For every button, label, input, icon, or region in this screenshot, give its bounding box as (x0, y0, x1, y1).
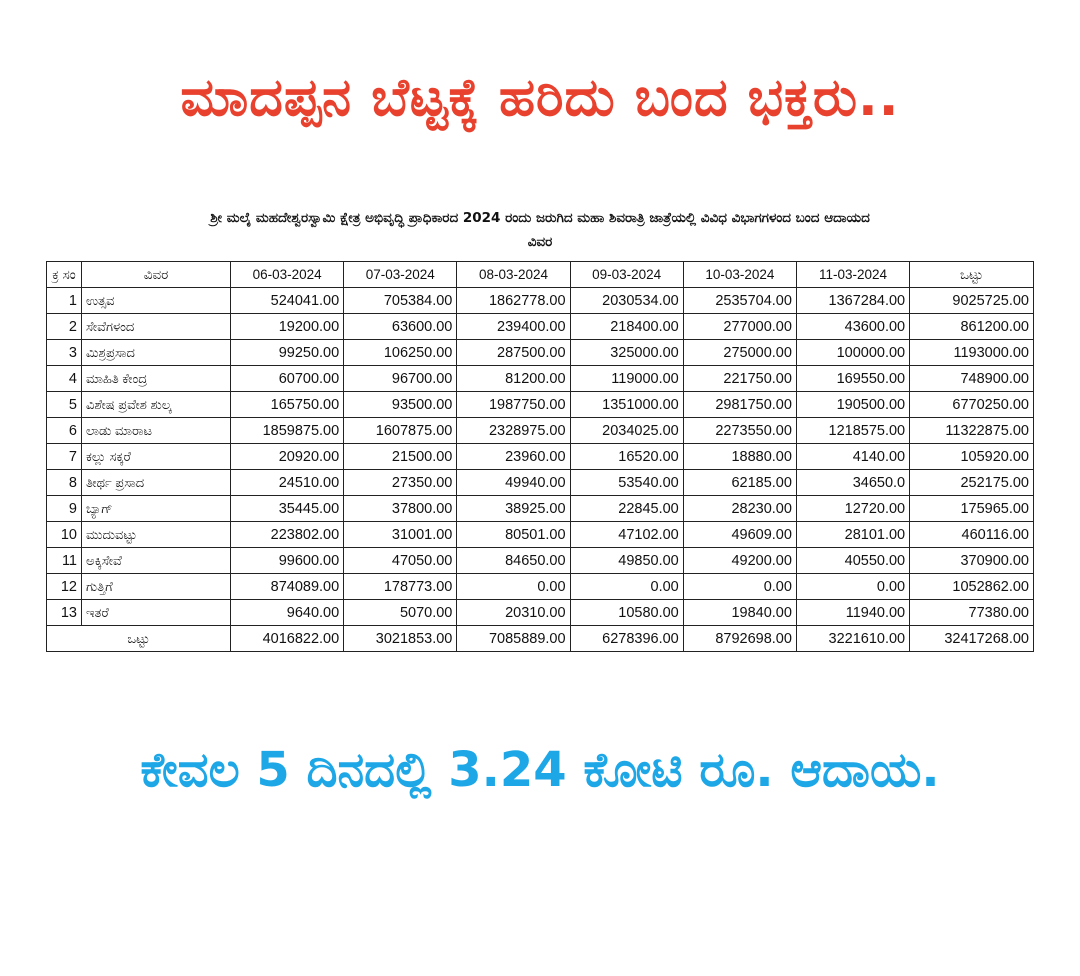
total-label: ಒಟ್ಟು (47, 626, 231, 652)
grand-total-cell: 32417268.00 (910, 626, 1034, 652)
value-cell: 1987750.00 (457, 392, 570, 418)
row-total-cell: 77380.00 (910, 600, 1034, 626)
value-cell: 43600.00 (796, 314, 909, 340)
value-cell: 1607875.00 (344, 418, 457, 444)
serial-number-cell: 10 (47, 522, 82, 548)
value-cell: 28230.00 (683, 496, 796, 522)
item-name-cell: ಕಲ್ಲು ಸಕ್ಕರೆ (82, 444, 231, 470)
total-cell: 6278396.00 (570, 626, 683, 652)
revenue-table (46, 261, 1034, 652)
row-total-cell: 1052862.00 (910, 574, 1034, 600)
value-cell: 21500.00 (344, 444, 457, 470)
row-total-cell: 748900.00 (910, 366, 1034, 392)
table-total-row (47, 626, 1034, 652)
serial-number-cell: 4 (47, 366, 82, 392)
total-cell: 3221610.00 (796, 626, 909, 652)
header-date-08-03: 08-03-2024 (457, 262, 570, 288)
value-cell: 18880.00 (683, 444, 796, 470)
value-cell: 705384.00 (344, 288, 457, 314)
value-cell: 11940.00 (796, 600, 909, 626)
value-cell: 99250.00 (231, 340, 344, 366)
table-row (47, 444, 1034, 470)
item-name-cell: ಲಾಡು ಮಾರಾಟ (82, 418, 231, 444)
row-total-cell: 6770250.00 (910, 392, 1034, 418)
item-name-cell: ಮಾಹಿತಿ ಕೇಂದ್ರ (82, 366, 231, 392)
serial-number-cell: 1 (47, 288, 82, 314)
serial-number-cell: 9 (47, 496, 82, 522)
table-row (47, 340, 1034, 366)
value-cell: 23960.00 (457, 444, 570, 470)
document-title-line-2: ವಿವರ (527, 234, 553, 250)
value-cell: 178773.00 (344, 574, 457, 600)
item-name-cell: ತೀರ್ಥ ಪ್ರಸಾದ (82, 470, 231, 496)
item-name-cell: ಇತರೆ (82, 600, 231, 626)
row-total-cell: 11322875.00 (910, 418, 1034, 444)
value-cell: 49609.00 (683, 522, 796, 548)
document-title (40, 206, 1040, 254)
header-date-09-03: 09-03-2024 (570, 262, 683, 288)
value-cell: 37800.00 (344, 496, 457, 522)
value-cell: 0.00 (796, 574, 909, 600)
value-cell: 325000.00 (570, 340, 683, 366)
headline: ಮಾದಪ್ಪನ ಬೆಟ್ಟಕ್ಕೆ ಹರಿದು ಬಂದ ಭಕ್ತರು.. (180, 68, 900, 128)
value-cell: 1862778.00 (457, 288, 570, 314)
total-cell: 7085889.00 (457, 626, 570, 652)
value-cell: 47102.00 (570, 522, 683, 548)
item-name-cell: ಉತ್ಸವ (82, 288, 231, 314)
value-cell: 81200.00 (457, 366, 570, 392)
value-cell: 49850.00 (570, 548, 683, 574)
table-row (47, 548, 1034, 574)
value-cell: 22845.00 (570, 496, 683, 522)
item-name-cell: ಅಕ್ಕಿಸೇವೆ (82, 548, 231, 574)
value-cell: 28101.00 (796, 522, 909, 548)
row-total-cell: 175965.00 (910, 496, 1034, 522)
table-row (47, 392, 1034, 418)
value-cell: 40550.00 (796, 548, 909, 574)
table-row (47, 288, 1034, 314)
row-total-cell: 252175.00 (910, 470, 1034, 496)
value-cell: 24510.00 (231, 470, 344, 496)
value-cell: 2273550.00 (683, 418, 796, 444)
value-cell: 239400.00 (457, 314, 570, 340)
header-date-10-03: 10-03-2024 (683, 262, 796, 288)
serial-number-cell: 7 (47, 444, 82, 470)
value-cell: 19840.00 (683, 600, 796, 626)
item-name-cell: ವಿಶೇಷ ಪ್ರವೇಶ ಶುಲ್ಕ (82, 392, 231, 418)
value-cell: 38925.00 (457, 496, 570, 522)
value-cell: 100000.00 (796, 340, 909, 366)
item-name-cell: ಮುದುವಟ್ಟು (82, 522, 231, 548)
serial-number-cell: 13 (47, 600, 82, 626)
header-date-07-03: 07-03-2024 (344, 262, 457, 288)
value-cell: 5070.00 (344, 600, 457, 626)
value-cell: 35445.00 (231, 496, 344, 522)
value-cell: 47050.00 (344, 548, 457, 574)
value-cell: 0.00 (683, 574, 796, 600)
serial-number-cell: 11 (47, 548, 82, 574)
value-cell: 2328975.00 (457, 418, 570, 444)
value-cell: 63600.00 (344, 314, 457, 340)
value-cell: 12720.00 (796, 496, 909, 522)
value-cell: 287500.00 (457, 340, 570, 366)
row-total-cell: 861200.00 (910, 314, 1034, 340)
table-row (47, 600, 1034, 626)
value-cell: 2030534.00 (570, 288, 683, 314)
row-total-cell: 460116.00 (910, 522, 1034, 548)
value-cell: 2034025.00 (570, 418, 683, 444)
header-details: ವಿವರ (82, 262, 231, 288)
value-cell: 0.00 (570, 574, 683, 600)
row-total-cell: 9025725.00 (910, 288, 1034, 314)
value-cell: 524041.00 (231, 288, 344, 314)
value-cell: 93500.00 (344, 392, 457, 418)
value-cell: 19200.00 (231, 314, 344, 340)
table-row (47, 522, 1034, 548)
header-date-06-03: 06-03-2024 (231, 262, 344, 288)
value-cell: 221750.00 (683, 366, 796, 392)
value-cell: 9640.00 (231, 600, 344, 626)
total-cell: 3021853.00 (344, 626, 457, 652)
item-name-cell: ಮಿಶ್ರಪ್ರಸಾದ (82, 340, 231, 366)
value-cell: 0.00 (457, 574, 570, 600)
serial-number-cell: 8 (47, 470, 82, 496)
serial-number-cell: 6 (47, 418, 82, 444)
value-cell: 99600.00 (231, 548, 344, 574)
total-cell: 4016822.00 (231, 626, 344, 652)
table-row (47, 418, 1034, 444)
header-serial-number: ಕ್ರ ಸಂ (47, 262, 82, 288)
table-row (47, 470, 1034, 496)
value-cell: 1218575.00 (796, 418, 909, 444)
document-title-line-1: ಶ್ರೀ ಮಲೈ ಮಹದೇಶ್ವರಸ್ವಾಮಿ ಕ್ಷೇತ್ರ ಅಭಿವೃದ್ಧಿ ಪ್ರಾಧಿಕಾರದ 2024 ರಂದು ಜರುಗಿದ ಮಹಾ ಶಿವರಾತ್ರಿ ಜಾತ್ರೆಯಲ್ಲಿ ವಿವಿಧ ವಿಭಾಗಗಳಂದ ಬಂದ ಆದಾಯದ (210, 210, 870, 226)
serial-number-cell: 12 (47, 574, 82, 600)
row-total-cell: 1193000.00 (910, 340, 1034, 366)
value-cell: 275000.00 (683, 340, 796, 366)
value-cell: 4140.00 (796, 444, 909, 470)
value-cell: 10580.00 (570, 600, 683, 626)
value-cell: 60700.00 (231, 366, 344, 392)
value-cell: 31001.00 (344, 522, 457, 548)
value-cell: 1367284.00 (796, 288, 909, 314)
value-cell: 2981750.00 (683, 392, 796, 418)
footer-banner: ಕೇವಲ 5 ದಿನದಲ್ಲಿ 3.24 ಕೋಟಿ ರೂ. ಆದಾಯ. (140, 742, 940, 798)
value-cell: 169550.00 (796, 366, 909, 392)
table-row (47, 496, 1034, 522)
value-cell: 84650.00 (457, 548, 570, 574)
table-row (47, 366, 1034, 392)
header-total: ಒಟ್ಟು (910, 262, 1034, 288)
value-cell: 53540.00 (570, 470, 683, 496)
value-cell: 1351000.00 (570, 392, 683, 418)
total-cell: 8792698.00 (683, 626, 796, 652)
table-row (47, 314, 1034, 340)
table-row (47, 574, 1034, 600)
value-cell: 20920.00 (231, 444, 344, 470)
value-cell: 49940.00 (457, 470, 570, 496)
value-cell: 165750.00 (231, 392, 344, 418)
value-cell: 277000.00 (683, 314, 796, 340)
row-total-cell: 370900.00 (910, 548, 1034, 574)
value-cell: 119000.00 (570, 366, 683, 392)
row-total-cell: 105920.00 (910, 444, 1034, 470)
serial-number-cell: 5 (47, 392, 82, 418)
value-cell: 16520.00 (570, 444, 683, 470)
serial-number-cell: 3 (47, 340, 82, 366)
value-cell: 2535704.00 (683, 288, 796, 314)
header-date-11-03: 11-03-2024 (796, 262, 909, 288)
value-cell: 218400.00 (570, 314, 683, 340)
value-cell: 34650.0 (796, 470, 909, 496)
value-cell: 106250.00 (344, 340, 457, 366)
value-cell: 27350.00 (344, 470, 457, 496)
value-cell: 190500.00 (796, 392, 909, 418)
value-cell: 96700.00 (344, 366, 457, 392)
item-name-cell: ಬ್ಯಾಗ್ (82, 496, 231, 522)
value-cell: 223802.00 (231, 522, 344, 548)
serial-number-cell: 2 (47, 314, 82, 340)
table-body (47, 288, 1034, 626)
value-cell: 874089.00 (231, 574, 344, 600)
value-cell: 1859875.00 (231, 418, 344, 444)
item-name-cell: ಗುತ್ತಿಗೆ (82, 574, 231, 600)
value-cell: 80501.00 (457, 522, 570, 548)
value-cell: 62185.00 (683, 470, 796, 496)
item-name-cell: ಸೇವೆಗಳಂದ (82, 314, 231, 340)
table-header-row (47, 262, 1034, 288)
value-cell: 49200.00 (683, 548, 796, 574)
value-cell: 20310.00 (457, 600, 570, 626)
